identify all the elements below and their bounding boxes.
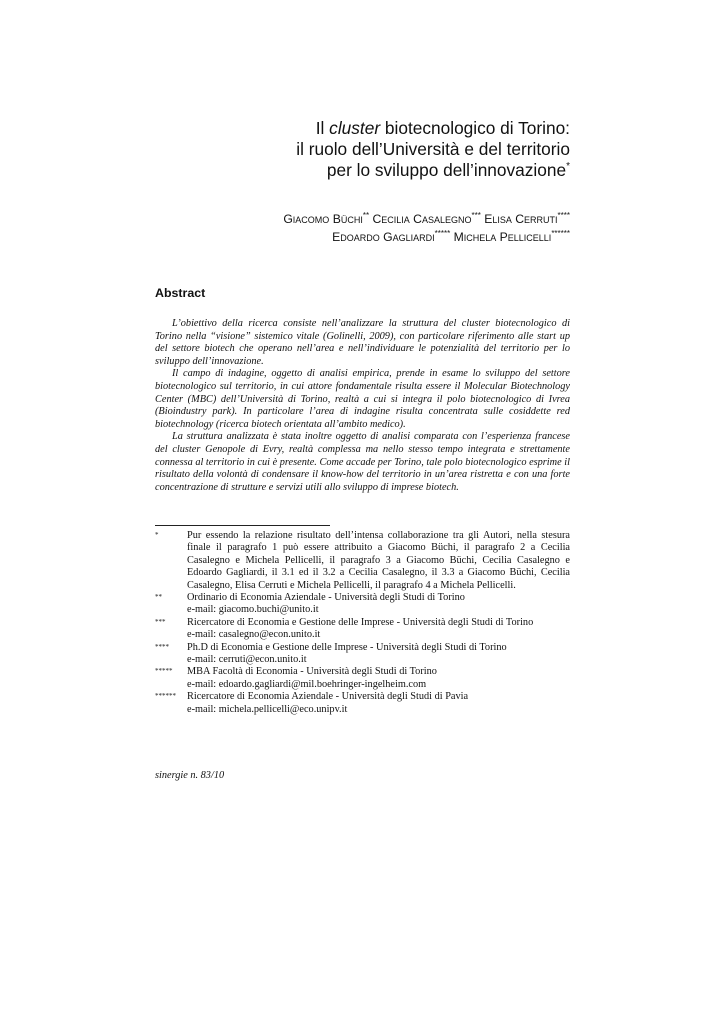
author-name: Edoardo Gagliardi — [332, 230, 435, 244]
footnote-mark: * — [155, 531, 159, 539]
footnote-mark: ** — [155, 593, 162, 602]
author-mark: ***** — [434, 229, 451, 238]
footnote-mark: ***** — [155, 667, 173, 676]
footnote-email: e-mail: casalegno@econ.unito.it — [187, 629, 321, 641]
footnote — [155, 617, 570, 642]
title-line-1 — [155, 118, 570, 139]
footnote-text — [187, 691, 570, 716]
footnote-divider — [155, 525, 330, 526]
footnote-line: Ordinario di Economia Aziendale - Università degli Studi di Torino — [187, 592, 465, 604]
author-mark: *** — [471, 211, 481, 220]
author-mark: ****** — [551, 229, 570, 238]
author-name: Michela Pellicelli — [453, 230, 552, 244]
abstract-paragraph: Il campo di indagine, oggetto di analisi empirica, prende in esame lo sviluppo del settore biotecnologico sul territorio, in cui attore fondamentale risulta essere il Molecular Biotechnology Center (MBC) dell’Università di Torino, realtà a cui si integra il polo biotecnologico di Ivrea (Bioindustry park). In particolare l’area di indagine risulta concentrata sulle cosiddette red biotechnology (ricerca biotech orientata all’ambito medico). — [155, 368, 570, 430]
abstract-heading: Abstract — [155, 286, 206, 300]
title-italic-word: cluster — [329, 118, 381, 138]
title-footnote-mark: * — [566, 161, 570, 172]
footnote-text — [187, 592, 570, 617]
title-line-2: il ruolo dell’Università e del territorio — [296, 139, 570, 159]
footnote-text — [187, 617, 570, 642]
footnote-line: Pur essendo la relazione risultato dell’intensa collaborazione tra gli Autori, nella stesura finale il paragrafo 1 può essere attribuito a Giacomo Büchi, il paragrafo 2 a Cecilia Casalegno e Michela Pellicelli, il paragrafo 3 a Giacomo Büchi, Cecilia Casalegno e Edoardo Gagliardi, il 3.1 ed il 3.2 a Cecilia Casalegno, il 3.3 a Giacomo Büchi, Cecilia Casalegno, Elisa Cerruti e Michela Pellicelli, il paragrafo 4 a Michela Pellicelli. — [187, 530, 570, 591]
footnote-email: e-mail: cerruti@econ.unito.it — [187, 654, 307, 666]
title-line-3 — [155, 160, 570, 181]
abstract-paragraph: La struttura analizzata è stata inoltre oggetto di analisi comparata con l’esperienza francese del cluster Genopole di Evry, realtà complessa ma nello stesso tempo integrata e strettamente connessa al territorio in cui è presente. Come accade per Torino, tale polo biotecnologico esprime il risultato della volontà di condensare il know-how del territorio in un’area ristretta e con una forte concentrazione di strutture e servizi utili allo sviluppo di imprese biotech. — [155, 431, 570, 493]
title-prefix: Il — [315, 118, 325, 138]
author-name: Giacomo Büchi — [283, 212, 363, 226]
footnote — [155, 642, 570, 667]
footnote — [155, 592, 570, 617]
footnote — [155, 666, 570, 691]
footnote-email: e-mail: edoardo.gagliardi@mil.boehringer-ingelheim.com — [187, 678, 427, 690]
author-name: Elisa Cerruti — [484, 212, 558, 226]
footnote-mark: *** — [155, 617, 166, 626]
footnote-line: MBA Facoltà di Economia - Università degli Studi di Torino — [187, 666, 437, 678]
journal-footer: sinergie n. 83/10 — [155, 770, 225, 781]
footnote-line: Ph.D di Economia e Gestione delle Imprese - Università degli Studi di Torino — [187, 641, 507, 653]
author-line-2 — [155, 228, 570, 246]
author-line-1 — [155, 210, 570, 228]
title-suffix: biotecnologico di Torino: — [384, 118, 570, 138]
footnote-text — [187, 642, 570, 667]
footnote — [155, 691, 570, 716]
paper-title — [155, 118, 570, 181]
footnote-mark: ****** — [155, 692, 176, 701]
abstract-body — [155, 318, 570, 494]
author-name: Cecilia Casalegno — [372, 212, 472, 226]
footnote-text — [187, 666, 570, 691]
author-mark: ** — [362, 211, 370, 220]
footnote — [155, 530, 570, 592]
footnote-email: e-mail: michela.pellicelli@eco.unipv.it — [187, 703, 348, 715]
footnote-line: Ricercatore di Economia e Gestione delle Imprese - Università degli Studi di Torino — [187, 616, 534, 628]
footnote-email: e-mail: giacomo.buchi@unito.it — [187, 604, 319, 616]
author-mark: **** — [557, 211, 570, 220]
author-list — [155, 210, 570, 246]
footnote-mark: **** — [155, 642, 169, 651]
footnote-line: Ricercatore di Economia Aziendale - Università degli Studi di Pavia — [187, 691, 469, 703]
footnotes — [155, 530, 570, 716]
abstract-paragraph: L’obiettivo della ricerca consiste nell’analizzare la struttura del cluster biotecnologico di Torino nella “visione” sistemico vitale (Golinelli, 2009), con particolare riferimento alle start up del settore biotech che operano nell’area e nell’individuare le potenzialità del territorio per lo sviluppo dell’innovazione. — [155, 318, 570, 367]
footnote-text — [187, 530, 570, 592]
title-line-3-text: per lo sviluppo dell’innovazione — [326, 160, 567, 180]
